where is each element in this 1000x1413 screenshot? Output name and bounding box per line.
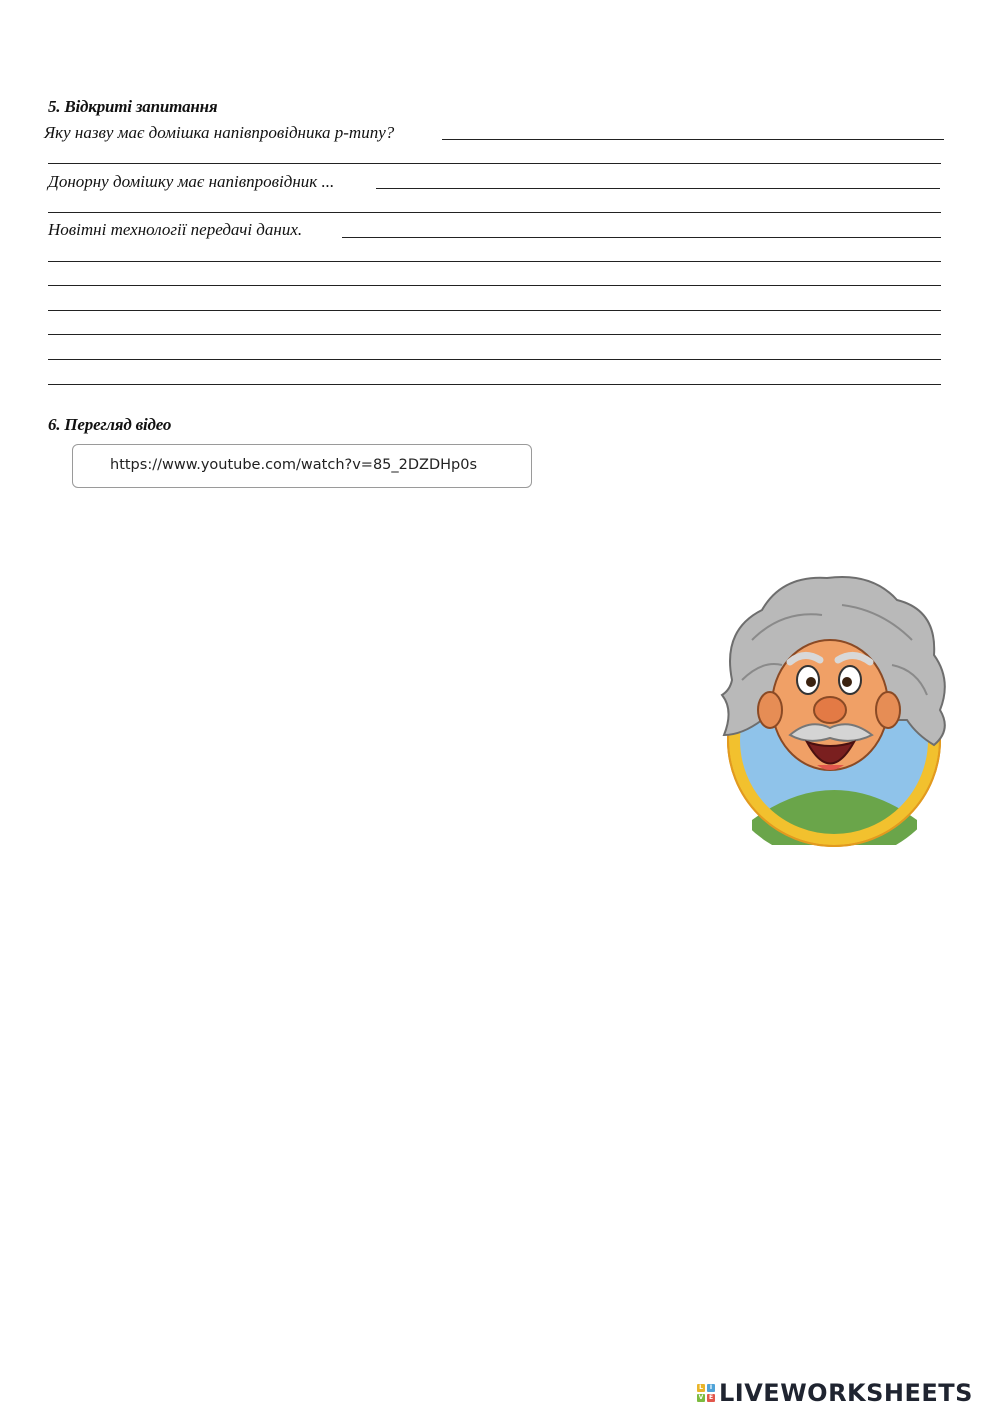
video-link[interactable]: https://www.youtube.com/watch?v=85_2DZDHp0s [110,457,478,473]
section-5-heading: 5. Відкриті запитання [48,97,218,116]
answer-line[interactable] [48,384,941,385]
question-2-text: Донорну домішку має напівпровідник ... [48,172,335,191]
logo-text: LIVEWORKSHEETS [719,1379,973,1407]
answer-line[interactable] [48,163,941,164]
logo-block-i: I [707,1384,715,1392]
answer-line[interactable] [48,310,941,311]
video-link-box[interactable] [72,444,532,488]
question-1-answer-field[interactable] [442,139,944,140]
section-6-heading: 6. Перегляд відео [48,415,172,434]
answer-line[interactable] [48,359,941,360]
question-2-answer-field[interactable] [376,188,940,189]
logo-blocks-icon [697,1384,715,1402]
question-1-text: Яку назву має домішка напівпровідника p-типу? [44,123,395,142]
logo-block-l: L [697,1384,705,1392]
einstein-cartoon-icon [712,570,957,850]
answer-line[interactable] [48,212,941,213]
question-3-text: Новітні технології передачі даних. [48,220,303,239]
logo-block-v: V [698,1394,704,1401]
question-3-answer-field[interactable] [342,237,941,238]
liveworksheets-logo[interactable] [697,1378,973,1408]
answer-line[interactable] [48,334,941,335]
answer-line[interactable] [48,285,941,286]
logo-block-e: E [708,1394,714,1401]
answer-line[interactable] [48,261,941,262]
